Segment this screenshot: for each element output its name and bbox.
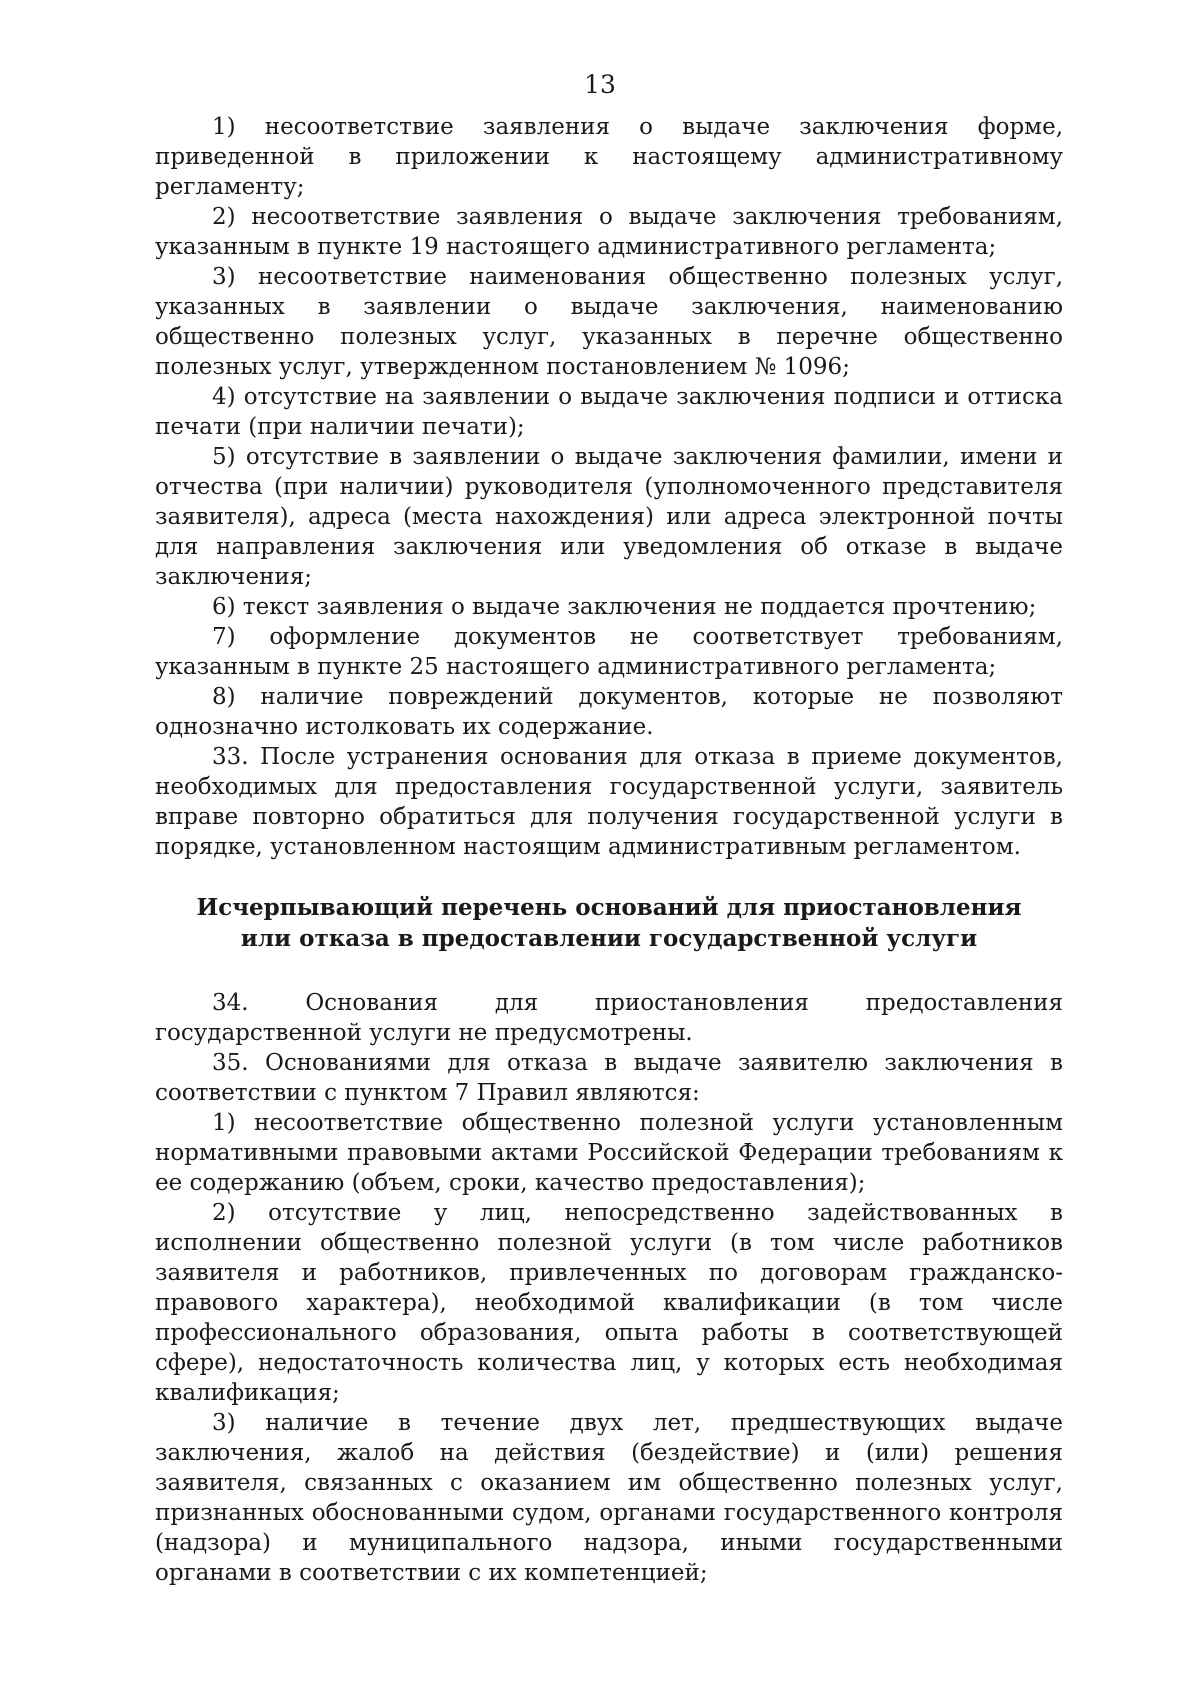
list-item-7: 7) оформление документов не соответствует требованиям, указанным в пункте 25 настоящего административного регламента; (155, 624, 1063, 680)
section-heading (155, 892, 1063, 954)
section-heading-line-1: Исчерпывающий перечень оснований для приостановления (196, 894, 1022, 921)
clause-35: 35. Основаниями для отказа в выдаче заявителю заключения в соответствии с пунктом 7 Правил являются: (155, 1050, 1063, 1106)
list-item-6: 6) текст заявления о выдаче заключения не поддается прочтению; (212, 594, 1037, 620)
list-item-1: 1) несоответствие заявления о выдаче заключения форме, приведенной в приложении к настоящему административному регламенту; (155, 114, 1063, 200)
refusal-item-3: 3) наличие в течение двух лет, предшествующих выдаче заключения, жалоб на действия (бездействие) и (или) решения заявителя, связанных с оказанием им общественно полезных услуг, признанных обоснованными судом, органами государственного контроля (надзора) и муниципального надзора, иными государственными органами в соответствии с их компетенцией; (155, 1410, 1063, 1586)
list-item-4: 4) отсутствие на заявлении о выдаче заключения подписи и оттиска печати (при наличии печати); (155, 384, 1063, 440)
refusal-item-2: 2) отсутствие у лиц, непосредственно задействованных в исполнении общественно полезной услуги (в том числе работников заявителя и работников, привлеченных по договорам гражданско-правового характера), необходимой квалификации (в том числе профессионального образования, опыта работы в соответствующей сфере), недостаточность количества лиц, у которых есть необходимая квалификация; (155, 1200, 1063, 1406)
page-number: 13 (584, 70, 616, 99)
list-item-8: 8) наличие повреждений документов, которые не позволяют однозначно истолковать их содержание. (155, 684, 1063, 740)
clause-33: 33. После устранения основания для отказа в приеме документов, необходимых для предоставления государственной услуги, заявитель вправе повторно обратиться для получения государственной услуги в порядке, установленном настоящим административным регламентом. (155, 744, 1063, 860)
list-item-3: 3) несоответствие наименования общественно полезных услуг, указанных в заявлении о выдаче заключения, наименованию общественно полезных услуг, указанных в перечне общественно полезных услуг, утвержденном постановлением № 1096; (155, 264, 1063, 380)
clause-34: 34. Основания для приостановления предоставления государственной услуги не предусмотрены. (155, 990, 1063, 1046)
page-content (155, 112, 1063, 1588)
refusal-item-1: 1) несоответствие общественно полезной услуги установленным нормативными правовыми актами Российской Федерации требованиям к ее содержанию (объем, сроки, качество предоставления); (155, 1110, 1063, 1196)
section-heading-line-2: или отказа в предоставлении государственной услуги (240, 925, 978, 952)
list-item-2: 2) несоответствие заявления о выдаче заключения требованиям, указанным в пункте 19 настоящего административного регламента; (155, 204, 1063, 260)
list-item-5: 5) отсутствие в заявлении о выдаче заключения фамилии, имени и отчества (при наличии) руководителя (уполномоченного представителя заявителя), адреса (места нахождения) или адреса электронной почты для направления заключения или уведомления об отказе в выдаче заключения; (155, 444, 1063, 590)
